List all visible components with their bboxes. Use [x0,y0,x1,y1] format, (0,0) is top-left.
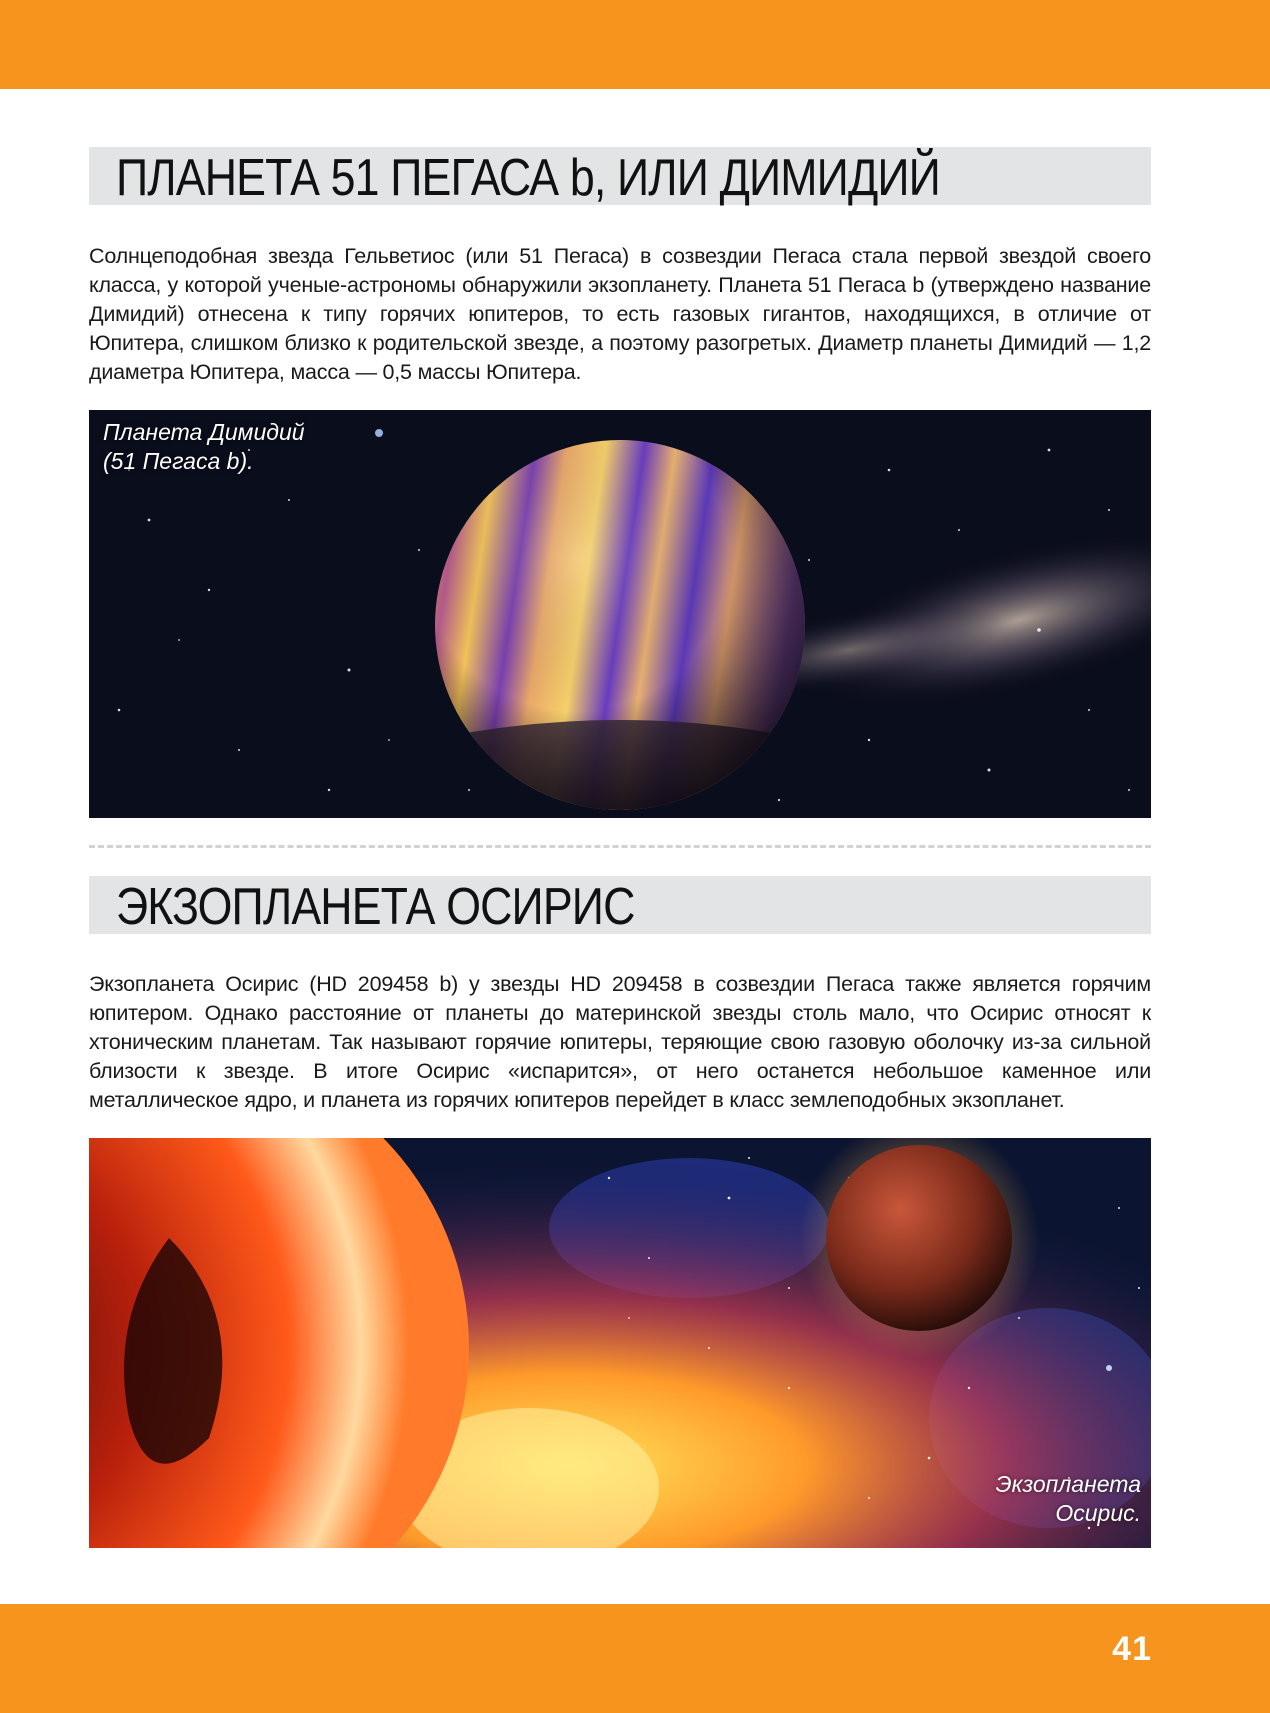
osiris-space-scene [89,1138,1151,1548]
top-accent-bar [0,0,1270,89]
section-title-dimidium: ПЛАНЕТА 51 ПЕГАСА b, ИЛИ ДИМИДИЙ [116,149,940,207]
section-heading-osiris [89,876,1151,934]
paragraph-dimidium: Солнцеподобная звезда Гельветиос (или 51 Пегаса) в созвездии Пегаса стала первой звездой своего класса, у которой ученые-астрономы обнаружили экзопланету. Планета 51 Пегаса b (утверждено название Димидий) отнесена к типу горячих юпитеров, то есть газовых гигантов, находящихся, в отличие от Юпитера, слишком близко к родительской звезде, а поэтому разогретых. Диаметр планеты Димидий — 1,2 диаметра Юпитера, масса — 0,5 массы Юпитера. [89,244,1151,384]
paragraph-osiris: Экзопланета Осирис (HD 209458 b) у звезды HD 209458 в созвездии Пегаса также является горячим юпитером. Однако расстояние от планеты до материнской звезды столь мало, что Осирис относят к хтоническим планетам. Так называют горячие юпитеры, теряющие свою газовую оболочку из-за сильной близости к звезде. В итоге Осирис «испарится», от него останется небольшое каменное или металлическое ядро, и планета из горячих юпитеров перейдет в класс землеподобных экзопланет. [89,972,1151,1112]
page-number: 41 [1112,1630,1152,1668]
osiris-illustration [89,1138,1151,1548]
section-title-osiris: ЭКЗОПЛАНЕТА ОСИРИС [116,878,635,936]
dimidium-illustration [89,410,1151,818]
osiris-image-caption [996,1470,1141,1528]
section-heading-dimidium [89,147,1151,205]
caption-line: Осирис. [1055,1500,1141,1526]
section-divider [89,845,1151,848]
bottom-accent-bar [0,1604,1270,1713]
dimidium-image-caption [103,418,305,476]
caption-line: Экзопланета [995,1471,1141,1497]
caption-line: Планета Димидий [103,419,305,445]
caption-line: (51 Пегаса b). [103,448,254,474]
